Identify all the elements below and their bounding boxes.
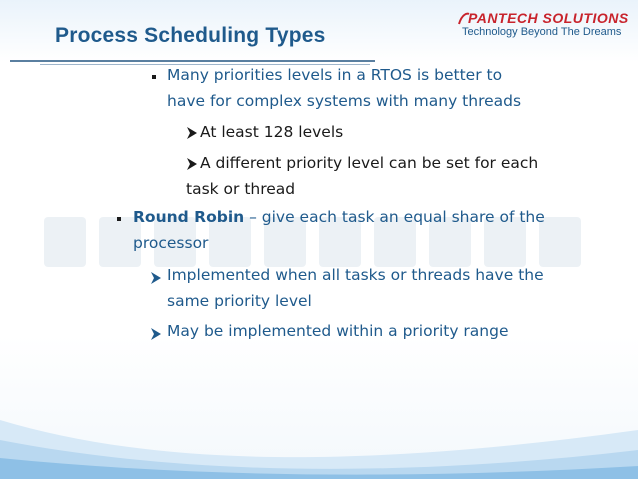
bullet2-line2: processor (133, 234, 209, 252)
bullet1-line2: have for complex systems with many threads (167, 92, 522, 110)
bullet-square-icon (117, 217, 121, 221)
title-underline (10, 60, 375, 62)
logo-name: PANTECH SOLUTIONS (468, 10, 629, 26)
bullet2-term: Round Robin (133, 208, 245, 226)
sub4-text: May be implemented within a priority range (167, 322, 509, 340)
title-underline-secondary (40, 64, 370, 65)
slide-title: Process Scheduling Types (55, 24, 326, 47)
bullet-square-icon (152, 75, 156, 79)
sub2-line1: A different priority level can be set for each (200, 154, 539, 172)
bullet1-line1: Many priorities levels in a RTOS is better to (167, 66, 503, 84)
sub3-line1: Implemented when all tasks or threads have the (167, 266, 544, 284)
arrow-bullet-icon (150, 327, 162, 341)
arrow-bullet-icon (150, 271, 162, 285)
logo-tagline: Technology Beyond The Dreams (462, 26, 622, 38)
bullet2-rest: – give each task an equal share of the (244, 208, 545, 226)
sub1-text: At least 128 levels (200, 123, 344, 141)
arrow-bullet-icon (186, 126, 198, 140)
arrow-bullet-icon (186, 157, 198, 171)
sub2-line2: task or thread (186, 180, 296, 198)
company-logo (458, 6, 628, 36)
bottom-swoosh-decoration (0, 370, 638, 479)
sub3-line2: same priority level (167, 292, 312, 310)
bullet2-line1 (133, 208, 545, 226)
